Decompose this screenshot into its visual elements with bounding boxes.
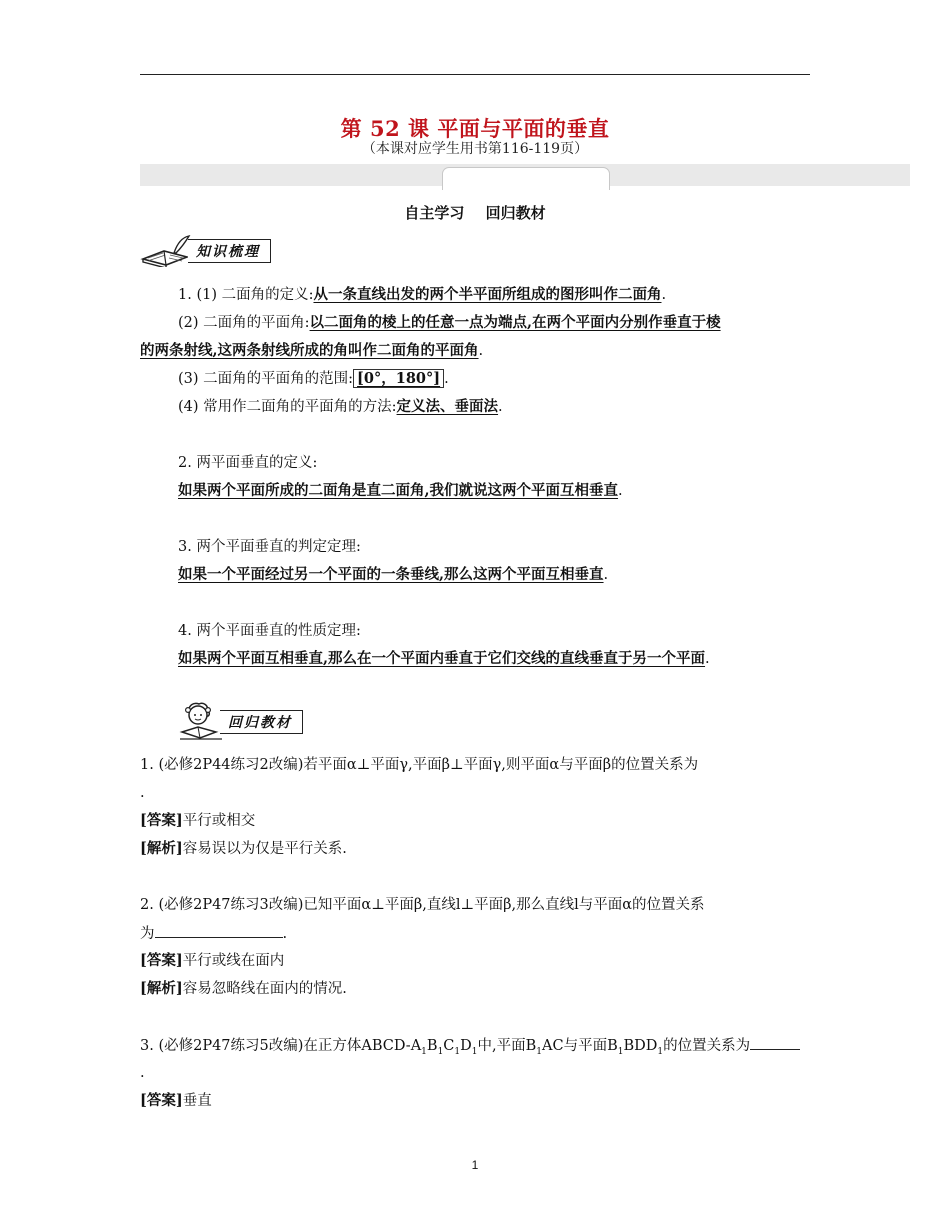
knowledge-item-4: 4. 两个平面垂直的性质定理: bbox=[178, 623, 361, 639]
question-1-answer bbox=[140, 811, 255, 831]
question-2-cont-text: 为 bbox=[140, 926, 155, 942]
answer-text: 垂直 bbox=[182, 1093, 212, 1109]
knowledge-item-4-answer: 如果两个平面互相垂直,那么在一个平面内垂直于它们交线的直线垂直于另一个平面. bbox=[178, 650, 710, 667]
page-subtitle: （本课对应学生用书第116-119页） bbox=[361, 141, 589, 157]
question-3-part2: 中,平面B bbox=[477, 1038, 537, 1054]
section-heading-left: 自主学习 bbox=[404, 204, 465, 222]
knowledge-badge-label: 知识梳理 bbox=[188, 239, 271, 263]
answer-blank bbox=[750, 1035, 800, 1050]
item-3-answer: 如果一个平面经过另一个平面的一条垂线,那么这两个平面互相垂直 bbox=[178, 566, 604, 583]
item-1-answer: 从一条直线出发的两个半平面所组成的图形叫作二面角 bbox=[313, 286, 662, 303]
answer-label: [答案] bbox=[140, 952, 183, 969]
textbook-badge bbox=[178, 707, 303, 737]
question-3-part1: 3. (必修2P47练习5改编)在正方体ABCD-A bbox=[140, 1038, 422, 1054]
question-2-cont: 为 . bbox=[140, 923, 287, 944]
item-1d-prefix: (4) 常用作二面角的平面角的方法: bbox=[178, 399, 397, 415]
top-rule bbox=[140, 74, 810, 75]
item-1b-answer-b: 的两条射线,这两条射线所成的角叫作二面角的平面角 bbox=[140, 342, 479, 359]
knowledge-item-3: 3. 两个平面垂直的判定定理: bbox=[178, 539, 361, 555]
item-2-answer: 如果两个平面所成的二面角是直二面角,我们就说这两个平面互相垂直 bbox=[178, 482, 619, 499]
analysis-text: 容易误以为仅是平行关系. bbox=[182, 841, 347, 857]
question-3-blank: . bbox=[140, 1065, 145, 1081]
item-1d-answer: 定义法、垂面法 bbox=[396, 398, 499, 415]
analysis-label: [解析] bbox=[140, 980, 183, 997]
answer-label: [答案] bbox=[140, 812, 183, 829]
question-1-blank: . bbox=[140, 785, 145, 801]
knowledge-item-3-answer: 如果一个平面经过另一个平面的一条垂线,那么这两个平面互相垂直. bbox=[178, 566, 609, 583]
question-1: 1. (必修2P44练习2改编)若平面α⊥平面γ,平面β⊥平面γ,则平面α与平面β的位置关系为 bbox=[140, 757, 699, 773]
question-1-analysis bbox=[140, 839, 347, 859]
section-heading bbox=[0, 202, 950, 223]
knowledge-item-1: 1. (1) 二面角的定义:从一条直线出发的两个半平面所组成的图形叫作二面角. bbox=[178, 286, 667, 303]
question-2-analysis bbox=[140, 979, 347, 999]
item-1c-prefix: (3) 二面角的平面角的范围: bbox=[178, 371, 354, 387]
question-2-answer bbox=[140, 951, 284, 971]
item-1b-prefix: (2) 二面角的平面角: bbox=[178, 315, 310, 331]
knowledge-item-1c: (3) 二面角的平面角的范围: [0°，180°] . bbox=[178, 370, 449, 387]
open-book-quill-icon bbox=[140, 235, 192, 267]
item-4-answer: 如果两个平面互相垂直,那么在一个平面内垂直于它们交线的直线垂直于另一个平面 bbox=[178, 650, 706, 667]
question-3-part3: AC与平面B bbox=[542, 1038, 618, 1054]
analysis-label: [解析] bbox=[140, 840, 183, 857]
answer-blank bbox=[155, 923, 283, 938]
answer-text: 平行或线在面内 bbox=[182, 953, 285, 969]
analysis-text: 容易忽略线在面内的情况. bbox=[182, 981, 347, 997]
section-heading-right: 回归教材 bbox=[485, 204, 546, 222]
knowledge-item-2: 2. 两平面垂直的定义: bbox=[178, 455, 318, 471]
reading-child-icon bbox=[178, 702, 224, 742]
question-3-part5: 的位置关系为 bbox=[663, 1038, 751, 1054]
page-number: 1 bbox=[471, 1158, 479, 1172]
knowledge-item-2-answer: 如果两个平面所成的二面角是直二面角,我们就说这两个平面互相垂直. bbox=[178, 482, 623, 499]
knowledge-badge bbox=[140, 236, 271, 266]
knowledge-item-1b bbox=[178, 313, 721, 333]
question-3: 3. (必修2P47练习5改编)在正方体ABCD-$A_1B_1C_1D_1$中,平面$B_1AC$与平面$B_1BDD_1$的位置关系为 bbox=[140, 1035, 800, 1062]
answer-text: 平行或相交 bbox=[182, 813, 256, 829]
question-2: 2. (必修2P47练习3改编)已知平面α⊥平面β,直线l⊥平面β,那么直线l与平面α的位置关系 bbox=[140, 897, 705, 913]
question-3-part4: BDD bbox=[623, 1038, 658, 1054]
knowledge-item-1d: (4) 常用作二面角的平面角的方法:定义法、垂面法. bbox=[178, 398, 503, 415]
header-band-tab bbox=[442, 167, 610, 190]
item-1-prefix: 1. (1) 二面角的定义: bbox=[178, 287, 314, 303]
textbook-badge-label: 回归教材 bbox=[220, 710, 303, 734]
question-3-answer bbox=[140, 1091, 212, 1111]
page-title: 第 52 课 平面与平面的垂直 bbox=[340, 116, 610, 141]
item-1c-answer: [0°，180°] bbox=[353, 369, 444, 388]
answer-label: [答案] bbox=[140, 1092, 183, 1109]
knowledge-item-1b-cont: 的两条射线,这两条射线所成的角叫作二面角的平面角. bbox=[140, 342, 484, 359]
item-1b-answer-a: 以二面角的棱上的任意一点为端点,在两个平面内分别作垂直于棱 bbox=[309, 314, 721, 331]
